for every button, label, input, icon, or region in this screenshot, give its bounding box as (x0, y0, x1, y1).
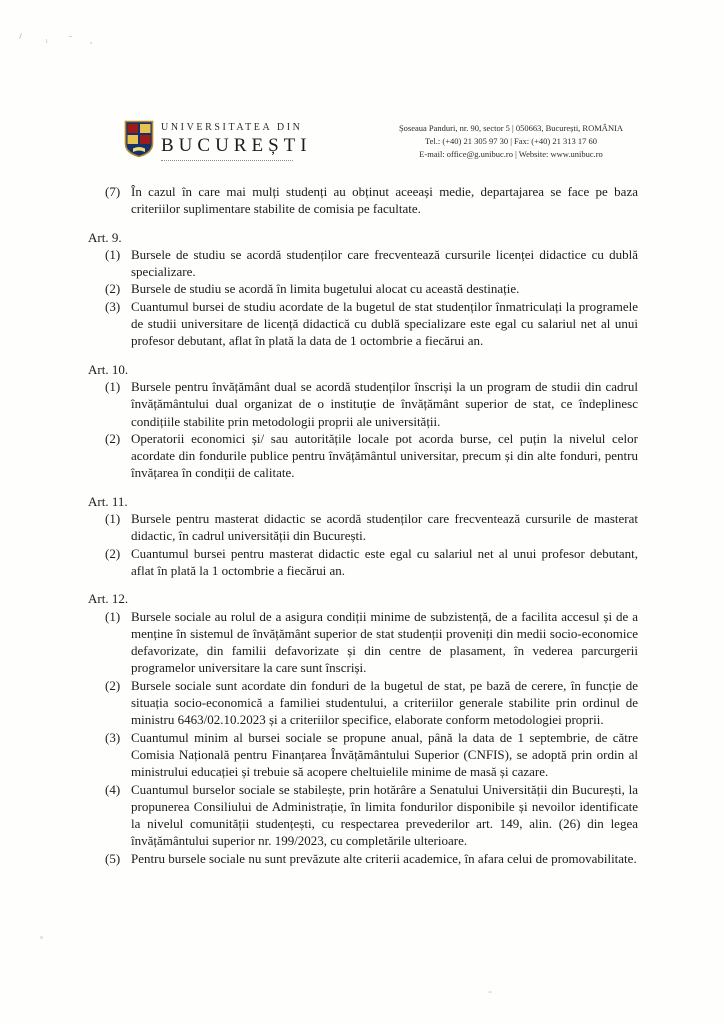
contact-phone-fax: Tel.: (+40) 21 305 97 30 | Fax: (+40) 21 313 17 60 (425, 136, 597, 146)
university-brand (124, 120, 312, 161)
clause-item (105, 246, 638, 281)
clause-item (105, 183, 638, 218)
clause-number: (3) (105, 729, 121, 745)
article (0, 361, 724, 482)
clause-text: În cazul în care mai mulți studenți au obținut aceeași medie, departajarea se face pe baza criteriilor suplimentare stabilite de comisia pe facultate. (131, 184, 638, 217)
clause-item (105, 430, 638, 482)
clause-item (105, 545, 638, 580)
clause-number: (4) (105, 781, 121, 797)
document-body (0, 183, 724, 867)
clause-text: Bursele de studiu se acordă studenților care frecventează cursurile licenței didactice cu dublă specializare. (131, 246, 638, 280)
article (0, 590, 724, 867)
clause-text: Bursele sociale au rolul de a asigura condiții minime de subzistență, de a facilita accesul și de a menține în sistemul de învățământ superior de stat studenții proveniți din medii socio-economice defavorizate, din familii defavorizate și din centre de plasament, în vederea parcurgerii programelor universitare la care sunt înscriși. (131, 608, 638, 676)
clause-number: (2) (105, 677, 121, 693)
clause-item (105, 298, 638, 350)
university-name-line2: BUCUREȘTI (161, 135, 312, 156)
article (0, 229, 724, 350)
clause-text: Bursele sociale sunt acordate din fonduri de la bugetul de stat, pe bază de cerere, în funcție de situația socio-economică a familiei studentului, a criteriilor generale stabilite prin ordinul de ministru 6463/02.10.2023 și a criteriilor specifice, elaborate conform metodologiei proprii. (131, 677, 638, 728)
article-title: Art. 12. (88, 591, 129, 607)
motto-divider (161, 160, 293, 161)
university-crest-icon (124, 120, 154, 158)
clause-number: (7) (105, 184, 121, 199)
clause-number: (5) (105, 850, 121, 866)
university-name-line1: UNIVERSITATEA DIN (161, 122, 303, 133)
clause-number: (1) (105, 246, 121, 262)
article (0, 493, 724, 579)
scan-artifact (40, 936, 43, 939)
article-title: Art. 9. (88, 229, 122, 245)
clause-text: Cuantumul bursei pentru masterat didactic este egal cu salariul net al unui profesor debutant, aflat în plată la 1 octombrie a fiecărui an. (131, 545, 638, 578)
clause-item (105, 781, 638, 850)
clause-text: Pentru bursele sociale nu sunt prevăzute alte criterii academice, în afara celui de promovabilitate. (131, 850, 637, 866)
clause-item (105, 608, 638, 677)
clause-text: Cuantumul minim al bursei sociale se propune anual, până la data de 1 septembrie, de către Comisia Națională pentru Finanțarea Învățământului Superior (CNFIS), se adoptă prin ordin al ministrului educației și trebuie să acopere cheltuielile minime de masă și cazare. (131, 729, 638, 780)
scan-artifact (69, 34, 72, 37)
clause-text: Bursele de studiu se acordă în limita bugetului alocat cu această destinație. (131, 281, 520, 297)
scan-artifact (488, 991, 492, 993)
clause-number: (3) (105, 298, 121, 314)
contact-address: Șoseaua Panduri, nr. 90, sector 5 | 050663, București, ROMÂNIA (398, 123, 624, 133)
clause-item (105, 378, 638, 430)
clause-text: Bursele pentru masterat didactic se acordă studenților care frecventează cursurile de masterat didactic, în cadrul universității din București. (131, 511, 638, 544)
article-title: Art. 11. (88, 493, 128, 509)
clause-text: Cuantumul bursei de studiu acordate de la bugetul de stat studenților înmatriculați la programele de studii universitare de licență didactică cu dublă specializare este egal cu salariul net al unui profesor debutant, aflat în plată la data de 1 octombrie a fiecărui an. (131, 298, 638, 349)
article-title: Art. 10. (88, 361, 129, 377)
clause-item (105, 850, 638, 867)
contact-block (356, 122, 666, 161)
clause-text: Operatorii economici și/ sau autoritățile locale pot acorda burse, cel puțin la nivelul celor acordate din fondurile publice pentru învățământul universitar, precum și din alte fonduri, pentru învățarea în condiții de calitate. (131, 430, 638, 481)
clause-item (105, 677, 638, 729)
clause-item (105, 729, 638, 781)
clause-number: (1) (105, 511, 121, 527)
university-wordmark (161, 120, 312, 161)
letterhead (0, 116, 724, 176)
scan-artifact (19, 33, 23, 39)
clause-item (105, 510, 638, 545)
clause-number: (1) (105, 378, 121, 394)
clause-text: Cuantumul burselor sociale se stabilește, prin hotărâre a Senatului Universității din București, la propunerea Consiliului de Administrație, în limita fondurilor disponibile și nevoilor identificate la nivelul comunității studențești, cu respectarea prevederilor art. 149, alin. (26) din legea învățământului superior nr. 199/2023, cu completările ulterioare. (131, 781, 638, 849)
clause-text: Bursele pentru învățământ dual se acordă studenților înscriși la un program de studii din cadrul învățământului dual organizat de o instituție de învățământ superior de stat, ce îndeplinesc condițiile stabilite prin metodologii proprii ale universității. (131, 378, 638, 429)
clause-number: (2) (105, 281, 121, 297)
contact-email-website: E-mail: office@g.unibuc.ro | Website: www.unibuc.ro (419, 149, 603, 159)
clause-number: (1) (105, 608, 121, 624)
scan-artifact (90, 42, 92, 44)
clause-item (105, 280, 638, 297)
scan-artifact (46, 39, 49, 43)
clause-number: (2) (105, 430, 121, 446)
clause-number: (2) (105, 545, 121, 561)
